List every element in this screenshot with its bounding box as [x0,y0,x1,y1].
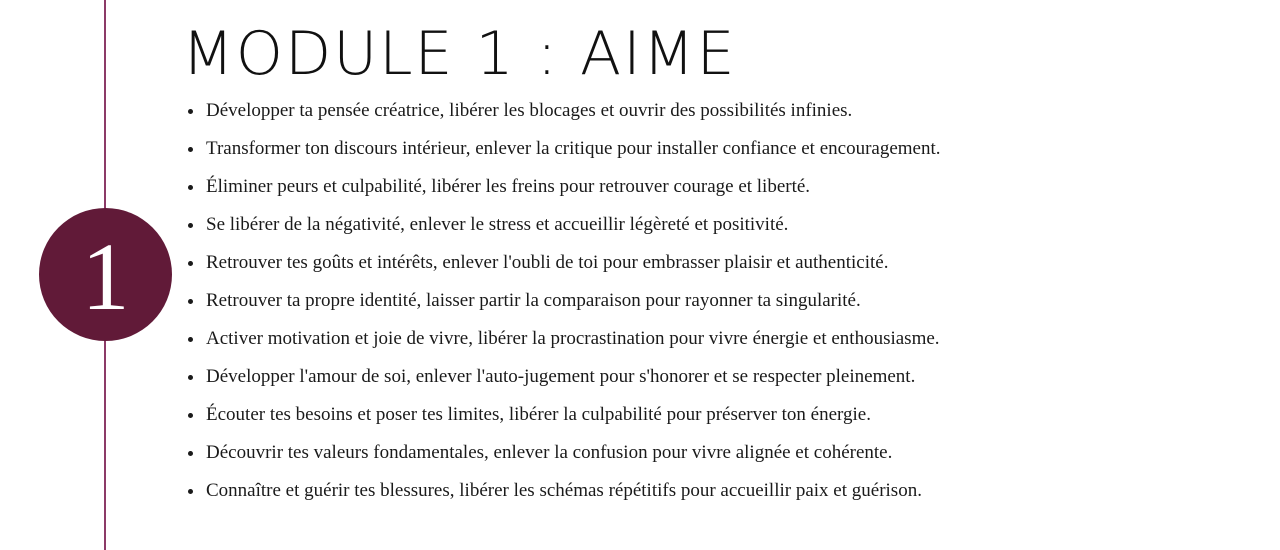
list-item-text: Découvrir tes valeurs fondamentales, enlever la confusion pour vivre alignée et cohérente. [206,442,893,463]
module-title: MODULE 1 : AIME [182,19,737,89]
list-item-text: Transformer ton discours intérieur, enlever la critique pour installer confiance et encouragement. [206,138,941,159]
bullet-icon [188,109,193,114]
bullet-icon [188,185,193,190]
list-item-text: Activer motivation et joie de vivre, libérer la procrastination pour vivre énergie et enthousiasme. [206,328,940,349]
module-number-badge [39,208,172,341]
list-item-text: Connaître et guérir tes blessures, libérer les schémas répétitifs pour accueillir paix et guérison. [206,480,922,501]
list-item [188,168,1248,206]
list-item-text: Retrouver ta propre identité, laisser partir la comparaison pour rayonner ta singularité. [206,290,861,311]
list-item-text: Écouter tes besoins et poser tes limites, libérer la culpabilité pour préserver ton énergie. [206,404,871,425]
list-item [188,358,1248,396]
bullet-icon [188,261,193,266]
bullet-icon [188,337,193,342]
list-item [188,130,1248,168]
list-item [188,244,1248,282]
bullet-icon [188,375,193,380]
list-item-text: Développer l'amour de soi, enlever l'auto-jugement pour s'honorer et se respecter pleinement. [206,366,916,387]
bullet-icon [188,489,193,494]
list-item-text: Se libérer de la négativité, enlever le stress et accueillir légèreté et positivité. [206,214,789,235]
bullet-icon [188,147,193,152]
list-item [188,396,1248,434]
list-item-text: Éliminer peurs et culpabilité, libérer les freins pour retrouver courage et liberté. [206,176,811,197]
list-item [188,320,1248,358]
bullet-icon [188,413,193,418]
module-number: 1 [81,222,130,330]
list-item [188,472,1248,510]
list-item [188,206,1248,244]
list-item [188,92,1248,130]
bullet-icon [188,451,193,456]
module-items-list [188,92,1248,510]
list-item-text: Développer ta pensée créatrice, libérer les blocages et ouvrir des possibilités infinies. [206,100,853,121]
list-item-text: Retrouver tes goûts et intérêts, enlever l'oubli de toi pour embrasser plaisir et authenticité. [206,252,889,273]
list-item [188,282,1248,320]
bullet-icon [188,299,193,304]
list-item [188,434,1248,472]
bullet-icon [188,223,193,228]
